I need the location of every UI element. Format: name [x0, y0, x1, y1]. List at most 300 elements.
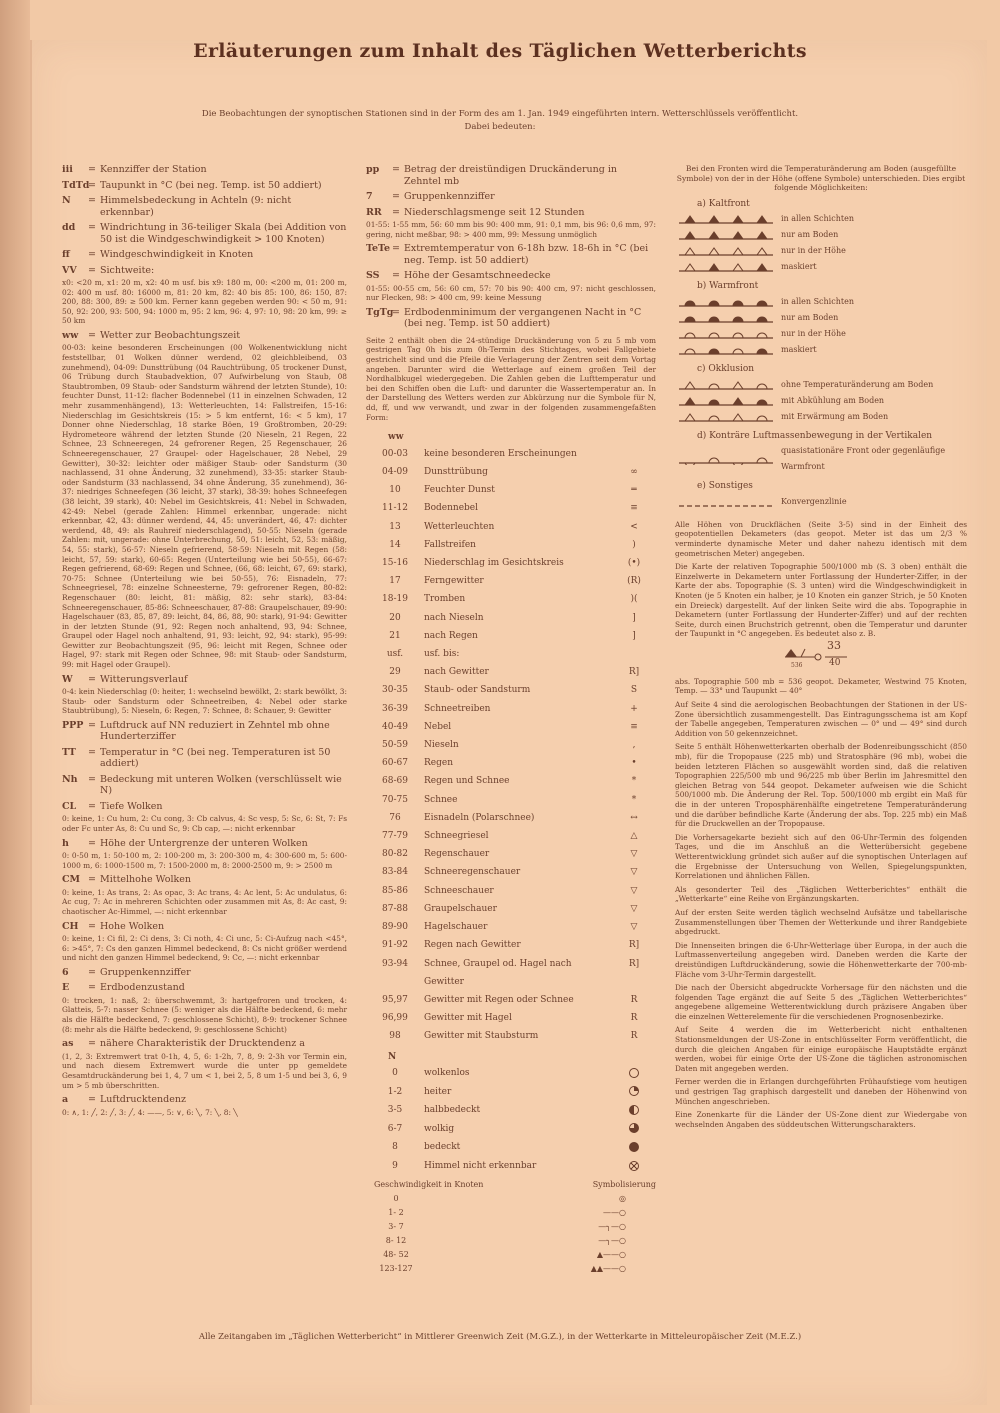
wind-barb-icon: ——○: [603, 1207, 626, 1217]
wind-row: [366, 1192, 656, 1206]
n-table: [366, 1064, 656, 1176]
ww-row: [366, 991, 656, 1009]
cloud-cover-row: [366, 1064, 656, 1083]
ww-meaning: Niederschlag im Gesichtskreis: [424, 558, 564, 569]
code-key: E: [62, 982, 70, 994]
ww-row: [366, 1009, 656, 1027]
ww-heading: ww: [388, 432, 404, 443]
code-entry: [62, 1094, 347, 1106]
front-symbol: [757, 264, 767, 271]
code-note: 0: trocken, 1: naß, 2: überschwemmt, 3: hartgefroren und trocken, 4: Glatteis, 5-7: nasser Schnee (5: weniger als die Hälfte bedeckend, 6: mehr als die Hälfte bedeckend, 7: geschlossene Schicht), 8-9: trockener Schnee (8: mehr als die Hälfte bedeckend, 9: geschlossene Schicht): [62, 995, 347, 1034]
front-legend-label: maskiert: [781, 262, 817, 272]
front-symbol: [757, 384, 767, 389]
intro-text-2: Dabei bedeuten:: [464, 122, 536, 132]
code-key: CH: [62, 920, 79, 932]
code-key: VV: [62, 264, 77, 276]
ww-meaning: Regenschauer: [424, 849, 490, 860]
front-symbol: [733, 264, 743, 271]
station-dewpoint: 40: [829, 657, 841, 668]
front-symbol: [709, 458, 719, 463]
code-entry: [62, 982, 347, 994]
cloud-cover-code: 8: [392, 1142, 398, 1153]
front-line-icon: [675, 395, 775, 407]
ww-meaning: Nebel: [424, 721, 452, 732]
ww-symbol: ): [632, 539, 636, 550]
ww-symbol: *: [631, 794, 637, 805]
front-symbol: [685, 248, 695, 255]
ww-symbol: ,: [632, 740, 636, 751]
front-symbol: [733, 232, 743, 239]
ww-code: 96,99: [382, 1013, 408, 1024]
ww-symbol: ↔: [630, 812, 638, 823]
equals-sign: =: [88, 222, 96, 233]
code-description: Gruppenkennziffer: [100, 966, 191, 978]
cloud-cover-row: [366, 1101, 656, 1120]
equals-sign: =: [392, 164, 400, 175]
ww-code: 10: [389, 485, 401, 496]
front-legend-row: [675, 377, 967, 393]
para-seite-5: Seite 5 enthält Höhenwetterkarten oberhalb der Bodenreibungsschicht (850 mb), für die Tropopause (225 mb) und Stratosphäre (96 mb), wobei die beiden letzteren Flächen so ausgewählt worden sind, daß die relativen Topographien 225/500 mb und 96/225 mb über Berlin im Jahresmittel den gleichen Betrag von 544 geopot. Dekameter aufweisen wie die Schicht 500/1000 mb. Die Änderung der Rel. Top. 500/1000 mb ergibt ein Maß für die in der unteren Troposphärenhälfte eingetretene Temperaturänderung und die darüber befindliche Karte (Änderung der abs. Top. 225 mb) ein Maß für die Druckwellen an der Tropopause.: [675, 742, 967, 829]
ww-row: [366, 499, 656, 517]
ww-code: 14: [389, 539, 401, 550]
code-key: RR: [366, 206, 382, 218]
front-symbol: [685, 382, 695, 389]
code-description: Betrag der dreistündigen Druckänderung in Zehntel mb: [404, 164, 618, 187]
ww-meaning: Regen nach Gewitter: [424, 940, 521, 951]
front-symbol: [685, 398, 695, 405]
front-legend-row: [675, 443, 967, 475]
front-legend-row: [675, 409, 967, 425]
wind-barb-icon: —╮—○: [598, 1235, 626, 1245]
ww-meaning: Nieseln: [424, 740, 459, 751]
front-legend-row: [675, 326, 967, 342]
wind-table-header: [366, 1178, 656, 1192]
para-inner-pages: Die Innenseiten bringen die 6-Uhr-Wetterlage über Europa, in der auch die Luftmassenverteilung angegeben wird. Daneben werden die Karte der dreistündigen Luftdruckänderung, sowie die Höhenwetterkarte der 700-mb-Fläche vom 3-Uhr-Termin dargestellt.: [675, 940, 967, 979]
ww-meaning: Tromben: [424, 594, 466, 605]
code-note: 0: keine, 1: As trans, 2: As opac, 3: Ac trans, 4: Ac lent, 5: Ac undulatus, 6: Ac cug, 7: Ac in mehreren Schichten oder zusammen mit As, 8: Ac cast, 9: chaotischer Ac-Himmel, —: nicht erkennbar: [62, 887, 347, 916]
ww-meaning: Gewitter mit Staubsturm: [424, 1031, 539, 1042]
front-group-heading: b) Warmfront: [697, 281, 759, 292]
ww-symbol: ≡: [630, 721, 638, 732]
front-legend-row: [675, 342, 967, 358]
equals-sign: =: [392, 270, 400, 282]
cloud-cover-meaning: wolkig: [424, 1123, 455, 1134]
ww-symbol: R]: [628, 667, 640, 678]
equals-sign: =: [88, 746, 96, 758]
ww-row: [366, 936, 656, 954]
cloud-cover-code: 1-2: [387, 1086, 403, 1097]
ww-symbol: ═: [631, 485, 637, 496]
ww-code: 77-79: [382, 831, 408, 842]
front-line-icon: [675, 245, 775, 257]
code-key: ww: [62, 329, 79, 341]
equals-sign: =: [88, 966, 96, 978]
ww-code: 50-59: [382, 740, 408, 751]
ww-row: [366, 882, 656, 900]
para-heights: Alle Höhen von Druckflächen (Seite 3-5) sind in der Einheit des geopotentiellen Dekameters (das geopot. Meter ist das um 2/3 % verminderte dynamische Meter und daher nahezu identisch mit dem geometrischen Meter) angegeben.: [675, 519, 967, 558]
front-group-heading: a) Kaltfront: [697, 198, 750, 209]
front-symbol: [685, 349, 695, 354]
front-symbol: [733, 463, 743, 465]
wind-speed: 0: [393, 1193, 399, 1203]
ww-code: 29: [389, 667, 401, 678]
code-entry: [366, 243, 656, 266]
front-legend-label: maskiert: [781, 344, 817, 354]
wind-speed: 8- 12: [385, 1235, 407, 1245]
front-legend-label: in allen Schichten: [781, 296, 854, 306]
ww-symbol: R]: [628, 958, 640, 969]
ww-meaning: Wetterleuchten: [424, 521, 495, 532]
code-key: CM: [62, 874, 81, 886]
wind-spacer: [426, 1192, 550, 1206]
code-entry: [62, 180, 347, 192]
ww-row: [366, 900, 656, 918]
code-entry: [62, 874, 347, 886]
ww-meaning: Staub- oder Sandsturm: [424, 685, 531, 696]
code-key: TT: [62, 746, 76, 758]
ww-code: 11-12: [382, 503, 408, 514]
ww-row: [366, 772, 656, 790]
ww-row: [366, 718, 656, 736]
code-description: Witterungsverlauf: [100, 673, 188, 685]
code-note: 01-55: 1-55 mm, 56: 60 mm bis 90: 400 mm, 91: 0,1 mm, bis 96: 0,6 mm, 97: gering, nicht meßbar, 98: > 400 mm, 99: Messung unmöglich: [366, 220, 656, 239]
front-legend-label: nur in der Höhe: [781, 328, 846, 338]
front-legend-label: mit Abkühlung am Boden: [781, 395, 885, 405]
front-group-heading: e) Sonstiges: [697, 481, 753, 492]
front-symbol: [709, 301, 719, 306]
ww-code: 15-16: [382, 558, 408, 569]
front-symbol: [733, 248, 743, 255]
front-symbol: [733, 349, 743, 354]
wind-row: [366, 1248, 656, 1262]
code-entry: [62, 967, 347, 979]
ww-symbol: △: [630, 831, 638, 842]
code-key: as: [62, 1038, 74, 1050]
cloud-cover-symbol-cell: [612, 1083, 656, 1102]
equals-sign: =: [88, 800, 96, 812]
front-symbol: [709, 264, 719, 271]
front-symbol: [757, 458, 767, 463]
equals-sign: =: [392, 191, 400, 202]
front-symbol: [733, 382, 743, 389]
station-model-icon: [675, 638, 967, 673]
ww-symbol: [612, 645, 656, 663]
equals-sign: =: [88, 837, 96, 849]
ww-code: 70-75: [382, 794, 408, 805]
cloud-cover-meaning: heiter: [424, 1086, 452, 1097]
equals-sign: =: [88, 874, 96, 886]
wind-barb-icon: ◎: [619, 1193, 626, 1203]
code-list-middle: [366, 164, 656, 330]
ww-symbol: ▽: [630, 922, 638, 933]
code-entry: [366, 270, 656, 282]
cloud-cover-meaning: Himmel nicht erkennbar: [424, 1161, 537, 1172]
ww-code: 89-90: [382, 922, 408, 933]
cloud-cover-empty-icon: [629, 1068, 639, 1078]
wind-speed: 3- 7: [388, 1221, 404, 1231]
ww-code: 98: [389, 1031, 401, 1042]
code-key: h: [62, 837, 69, 849]
ww-meaning: nach Nieseln: [424, 612, 484, 623]
code-key: Nh: [62, 773, 78, 785]
ww-code: 95,97: [382, 994, 408, 1005]
front-symbol: [685, 333, 695, 338]
code-note: 01-55: 00-55 cm, 56: 60 cm, 57: 70 bis 90: 400 cm, 97: nicht geschlossen, nur Flecken, 98: > 400 cm, 99: keine Messung: [366, 283, 656, 303]
front-symbol: [685, 463, 695, 465]
front-symbol: [685, 414, 695, 421]
front-line-icon: [675, 296, 775, 308]
para-zonenkarte: Eine Zonenkarte für die Länder der US-Zone dient zur Wiedergabe von wechselnden Angaben des süddeutschen Witterungscharakters.: [675, 1110, 967, 1129]
ww-row: [366, 572, 656, 590]
code-note: 00-03: keine besonderen Erscheinungen (00 Wolkenentwicklung nicht feststellbar, 01 Wolken dünner werdend, 02 gleichbleibend, 03 zunehmend), 04-09: Dunsttrübung (04 Rauchtrübung, 05 trockener Dunst, 06 Trübung durch Staubadvektion, 07 Aufwirbelung von Staub, 08 Staubtromben, 09 Staub- oder Sandsturm während der letzten Stunde), 10: feuchter Dunst, 11-12: flacher Bodennebel (11 in einzelnen Schwaden, 12 mehr zusammenhängend), 13: Wetterleuchten, 14: Fallstreifen, 15-16: Niederschlag im Gesichtskreis (15: > 5 km entfernt, 16: < 5 km), 17 Donner ohne Niederschlag, 18 starke Böen, 19 Großtromben, 20-29: Hydrometeore während der letzten Stunde (20 Nieseln, 21 Regen, 22 Schnee, 23 Schneeregen, 24 gefrorener Regen, 25 Regenschauer, 26 Schneeregenschauer, 27 Graupel- oder Hagelschauer, 28 Nebel, 29 Gewitter), 30-32: leichter oder mäßiger Staub- oder Sandsturm (30 nachlassend, 31 ohne Änderung, 32 zunehmend), 33-35: starker Staub- oder Sandsturm (33 nachlassend, 34 ohne Änderung, 35 zunehmend), 36-37: niedriges Schneefegen (36 leicht, 37 stark), 38-39: hohes Schneefegen (38 leicht, 39 stark), 40: Nebel im Gesichtskreis, 41: Nebel in Schwaden, 42-49: Nebel (gerade Zahlen: Himmel erkennbar, ungerade: nicht erkennbar, 42, 43: dünner werdend, 44, 45: unverändert, 46, 47: dichter werdend, 48, 49: als Rauhreif niederschlagend), 50-55: Nieseln (gerade Zahlen: mit, ungerade: ohne Unterbrechung, 50, 51: leicht, 52, 53: mäßig, 54, 55: stark), 56-57: Nieseln gefrierend, 58-59: Nieseln mit Regen (58: leicht, 57, 59: stark), 60-65: Regen (Unterteilung wie bei 50-55), 66-67: Regen gefrierend, 68-69: Regen und Schnee, (66, 68: leicht, 67, 69: stark), 70-75: Schnee (Unterteilung wie bei 50-55), 76: Eisnadeln, 77: Schneegriesel, 78: einzelne Schneesterne, 79: gefrorener Regen, 80-82: Regenschauer (80: leicht, 81: mäßig, 82: sehr stark), 83-84: Schneeregenschauer, 85-86: Schneeschauer, 87-88: Graupelschauer, 89-90: Hagelschauer (83, 85, 87, 89: leicht, 84, 86, 88, 90: stark), 91-94: Gewitter in der letzten Stunde (91, 92: Regen noch anhaltend, 93, 94: Schnee, Graupel oder Hagel noch anhaltend, 91, 93: leicht, 92, 94: stark), 95-99: Gewitter zur Beobachtungszeit (95, 96: leicht mit Regen, Schnee oder Hagel, 97: stark mit Regen oder Schnee, 98: mit Staub- oder Sandsturm, 99: mit Hagel oder Graupel).: [62, 343, 347, 670]
ww-symbol: ]: [632, 612, 636, 623]
wind-speed: 48- 52: [383, 1249, 409, 1259]
ww-code: 91-92: [382, 940, 408, 951]
para-erlangen: Ferner werden die in Erlangen durchgeführten Frühaufstiege vom heutigen und gestrigen Tag graphisch dargestellt und daneben der Höhenwind von München angeschrieben.: [675, 1077, 967, 1106]
ww-row: [366, 518, 656, 536]
wind-spacer: [426, 1234, 550, 1248]
code-entry: [366, 164, 656, 187]
ww-code: 93-94: [382, 958, 408, 969]
front-line-icon: [675, 312, 775, 324]
cloud-cover-quarter-icon: [629, 1086, 639, 1096]
binding-edge: [0, 0, 30, 1413]
ww-code: 20: [389, 612, 401, 623]
code-description: Höhe der Gesamtschneedecke: [404, 270, 551, 282]
code-key: CL: [62, 800, 77, 812]
front-symbol: [733, 301, 743, 306]
code-key: TeTe: [366, 243, 391, 255]
para-forecast: Die Vorhersagekarte bezieht sich auf den 06-Uhr-Termin des folgenden Tages, und die im Anschluß an die Wetterübersicht gegebene Wetterentwicklung gründet sich außer auf die synoptischen Unterlagen auf die Ergebnisse der Untersuchung von Wellen, Spiegelungspunkten, Korrelationen und ähnlichen Fällen.: [675, 832, 967, 881]
code-description: Kennziffer der Station: [100, 164, 207, 175]
code-key: pp: [366, 164, 380, 175]
front-symbol: [733, 317, 743, 322]
front-symbol: [685, 264, 695, 271]
wind-barb-icon: ▲——○: [596, 1249, 626, 1259]
code-description: Sichtweite:: [100, 264, 155, 276]
code-description: Windrichtung in 36-teiliger Skala (bei Addition von 50 ist die Windgeschwindigkeit > 100 Knoten): [100, 222, 347, 245]
front-symbol: [709, 216, 719, 223]
ww-code: 87-88: [382, 903, 408, 914]
ww-code: 13: [389, 521, 401, 532]
ww-meaning: usf. bis:: [424, 649, 460, 660]
front-symbol: [709, 248, 719, 255]
cloud-cover-code: 9: [392, 1161, 398, 1172]
ww-row: [366, 463, 656, 481]
ww-row: [366, 845, 656, 863]
para-topography: Die Karte der relativen Topographie 500/1000 mb (S. 3 oben) enthält die Einzelwerte in Dekametern unter Fortlassung der Hunderter-Ziffer, in der Karte der abs. Topographie (S. 3 unten) wird die Windgeschwindigkeit in Knoten (je 5 Knoten ein halber, je 10 Knoten ein ganzer Strich, je 50 Knoten ein Dreieck) dargestellt. Auf der linken Seite wird die abs. Topographie in Dekametern (unter Fortlassung der Hunderter-Ziffer) und auf der rechten Seite, durch einen Bruchstrich getrennt, oben die Temperatur und darunter der Taupunkt in °C angegeben. Es bedeutet also z. B.: [675, 562, 967, 639]
equals-sign: =: [88, 719, 96, 731]
wind-speed: 123-127: [379, 1263, 413, 1273]
ww-symbol: (R): [627, 576, 641, 587]
cloud-cover-code: 6-7: [387, 1123, 403, 1134]
front-legend-row: [675, 494, 967, 510]
cloud-cover-symbol-cell: [612, 1138, 656, 1157]
front-symbol: [757, 349, 767, 354]
front-legend-label: quasistationäre Front oder gegenläufige Warmfront: [781, 446, 946, 472]
station-example: [675, 638, 967, 673]
code-note: (1, 2, 3: Extremwert trat 0-1h, 4, 5, 6: 1-2h, 7, 8, 9: 2-3h vor Termin ein, und nach diesem Extremwert wurde die unter pp gemeldete Gesamtdruckänderung bei 1, 4, 7 um < 1, bei 2, 5, 8 um 1-5 und bei 3, 6, 9 um > 5 mb überschritten.: [62, 1051, 347, 1090]
front-group-heading: d) Konträre Luftmassenbewegung in der Vertikalen: [697, 430, 933, 441]
ww-code: 76: [389, 812, 401, 823]
front-symbol: [733, 216, 743, 223]
equals-sign: =: [392, 243, 400, 255]
code-key: TdTd: [62, 179, 90, 191]
code-description: Höhe der Untergrenze der unteren Wolken: [100, 837, 308, 849]
code-description: Mittelhohe Wolken: [100, 874, 192, 886]
front-symbol: [709, 416, 719, 421]
station-temp: 33: [827, 638, 841, 652]
code-key: SS: [366, 270, 380, 282]
page-title: Erläuterungen zum Inhalt des Täglichen Wetterberichts: [193, 40, 807, 62]
ww-meaning: nach Regen: [424, 630, 478, 641]
ww-symbol: ▽: [630, 867, 638, 878]
front-legend-label: in allen Schichten: [781, 214, 854, 224]
front-symbol: [757, 400, 767, 405]
equals-sign: =: [88, 773, 96, 785]
ww-meaning: Schneegriesel: [424, 831, 489, 842]
code-key: PPP: [62, 719, 84, 731]
front-line-icon: [675, 213, 775, 225]
ww-meaning: Fallstreifen: [424, 539, 476, 550]
code-description: Wetter zur Beobachtungszeit: [100, 329, 241, 341]
ww-row: [366, 955, 656, 991]
front-legend-row: [675, 227, 967, 243]
front-symbol: [757, 333, 767, 338]
equals-sign: =: [392, 206, 400, 218]
ww-symbol: [612, 445, 656, 463]
ww-symbol: S: [630, 685, 638, 696]
ww-meaning: Hagelschauer: [424, 922, 488, 933]
cloud-cover-full-icon: [629, 1142, 639, 1152]
front-symbol: [757, 232, 767, 239]
code-description: Gruppenkennziffer: [404, 191, 495, 202]
wind-barb-icon: —╮—○: [598, 1221, 626, 1231]
para-stations: Auf Seite 4 werden die im Wetterbericht nicht enthaltenen Stationsmeldungen der US-Zone in entschlüsselter Form veröffentlicht, die durch die gleichen Angaben für einige europäische Hauptstädte ergänzt werden, wobei für einige Orte der US-Zone die täglichen astronomischen Daten mit angegeben werden.: [675, 1025, 967, 1073]
front-legend-row: [675, 211, 967, 227]
code-entry: [62, 1038, 347, 1050]
ww-meaning: Bodennebel: [424, 503, 479, 514]
code-entry: [62, 222, 347, 245]
equals-sign: =: [88, 329, 96, 341]
ww-code: 36-39: [382, 703, 408, 714]
code-description: Bedeckung mit unteren Wolken (verschlüsselt wie N): [100, 773, 342, 797]
equals-sign: =: [88, 673, 96, 685]
ww-meaning: Gewitter mit Regen oder Schnee: [424, 994, 574, 1005]
code-note: 0: ∧, 1: ╱, 2: ╱, 3: ╱, 4: ——, 5: ∨, 6: ╲, 7: ╲, 8: ╲: [62, 1107, 238, 1117]
ww-row: [366, 609, 656, 627]
code-entry: [62, 747, 347, 770]
ww-meaning: Eisnadeln (Polarschnee): [424, 812, 535, 823]
wind-spacer: [426, 1206, 550, 1220]
ww-meaning: Schneeschauer: [424, 885, 494, 896]
ww-meaning: Schneetreiben: [424, 703, 491, 714]
ww-code: 85-86: [382, 885, 408, 896]
ww-code: 60-67: [382, 758, 408, 769]
ww-meaning: keine besonderen Erscheinungen: [424, 448, 577, 459]
code-key: ff: [62, 249, 70, 260]
code-description: Luftdrucktendenz: [100, 1094, 186, 1106]
ww-code: 83-84: [382, 867, 408, 878]
front-symbol: [757, 248, 767, 255]
wind-spacer: [426, 1248, 550, 1262]
ww-meaning: Schnee: [424, 794, 458, 805]
cloud-cover-symbol-cell: [612, 1157, 656, 1176]
ww-symbol: •: [631, 758, 637, 769]
equals-sign: =: [88, 195, 96, 206]
ww-meaning: Regen: [424, 758, 453, 769]
n-heading: N: [388, 1051, 397, 1062]
code-note: 0-4: kein Niederschlag (0: heiter, 1: wechselnd bewölkt, 2: stark bewölkt, 3: Staub- oder Sandsturm oder Schneetreiben, 4: Nebel oder starke Staubtrübung), 5: Nieseln, 6: Regen, 7: Schnee, 8: Schauer, 9: Gewitter: [62, 687, 347, 716]
front-symbol: [709, 384, 719, 389]
equals-sign: =: [88, 179, 96, 191]
front-line-icon: [675, 379, 775, 391]
equals-sign: =: [88, 920, 96, 932]
front-legend-label: nur am Boden: [781, 230, 839, 240]
code-description: Niederschlagsmenge seit 12 Stunden: [404, 206, 585, 218]
ww-row: [366, 554, 656, 572]
cloud-cover-symbol-cell: [612, 1064, 656, 1083]
ww-meaning: Feuchter Dunst: [424, 485, 495, 496]
code-note: 0: keine, 1: Ci fil, 2: Ci dens, 3: Ci noth, 4: Ci unc, 5: Ci-Aufzug nach <45°, 6: >45°, 7: Cs den ganzen Himmel bedeckend, 8: Cs nicht größer werdend und nicht den ganzen Himmel bedeckend, 9: Cc, —: nicht erkennbar: [62, 934, 347, 963]
ww-symbol: ]: [632, 630, 636, 641]
front-legend-label: Konvergenzlinie: [781, 496, 847, 506]
code-description: Hohe Wolken: [100, 920, 165, 932]
cloud-cover-symbol-cell: [612, 1120, 656, 1139]
ww-symbol: ▽: [630, 849, 638, 860]
code-entry: [62, 838, 347, 850]
code-key: 6: [62, 966, 69, 978]
equals-sign: =: [88, 1094, 96, 1106]
front-line-icon: [675, 344, 775, 356]
ww-code: 80-82: [382, 849, 408, 860]
equals-sign: =: [88, 249, 96, 260]
ww-row: [366, 827, 656, 845]
front-line-icon: [675, 411, 775, 423]
ww-symbol: ▽: [630, 885, 638, 896]
ww-code: 40-49: [382, 721, 408, 732]
ww-row: [366, 663, 656, 681]
wind-header-symbol: Symbolisierung: [592, 1179, 656, 1189]
cloud-cover-row: [366, 1120, 656, 1139]
ww-row: [366, 627, 656, 645]
ww-symbol: +: [630, 703, 638, 714]
ww-symbol: )(: [630, 594, 638, 605]
cloud-cover-code: 3-5: [387, 1105, 403, 1116]
front-legend-row: [675, 310, 967, 326]
front-line-icon: [675, 496, 775, 508]
front-line-icon: [675, 328, 775, 340]
cloud-cover-meaning: wolkenlos: [424, 1068, 470, 1079]
equals-sign: =: [88, 164, 96, 175]
front-symbol: [685, 216, 695, 223]
para-seite-4: Auf Seite 4 sind die aerologischen Beobachtungen der Stationen in der US-Zone übersichtlich zusammengestellt. Das Eintragungsschema ist am Kopf der Tabelle angegeben, Temperaturen zwischen — 0° und — 49° sind durch Addition von 50 gekennzeichnet.: [675, 700, 967, 738]
code-entry: [62, 164, 347, 176]
ww-symbol: ∞: [630, 467, 638, 478]
code-description: Luftdruck auf NN reduziert in Zehntel mb ohne Hunderterziffer: [100, 719, 330, 743]
para-forecast-detail: Die nach der Übersicht abgedruckte Vorhersage für den nächsten und die folgenden Tage ergänzt die auf Seite 5 des „Täglichen Wetterberichtes“ angegebene allgemeine Wetterentwicklung durch präzisere Angaben über die einzelnen Wetterelemente für die verschiedenen Prognosenbezirke.: [675, 983, 967, 1021]
wind-spacer: [426, 1220, 550, 1234]
wind-barb-icon: ▲▲——○: [590, 1263, 626, 1273]
ww-row: [366, 536, 656, 554]
wind-row: [366, 1220, 656, 1234]
front-legend-row: [675, 243, 967, 259]
intro: [0, 108, 1000, 134]
ww-row: [366, 681, 656, 699]
ww-symbol: R]: [628, 940, 640, 951]
ww-row: [366, 918, 656, 936]
code-description: Extremtemperatur von 6-18h bzw. 18-6h in °C (bei neg. Temp. ist 50 addiert): [404, 243, 649, 266]
